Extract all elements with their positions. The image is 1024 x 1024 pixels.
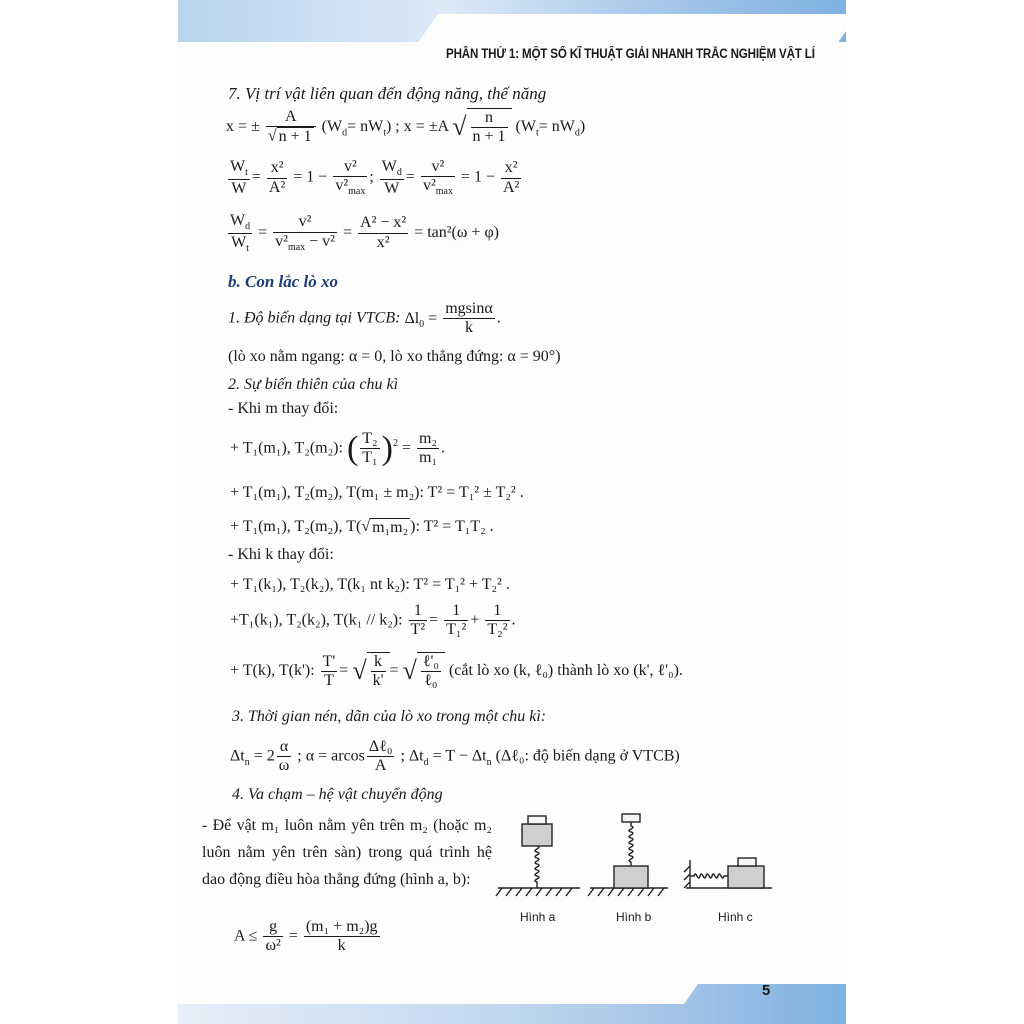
- figure-a-caption: Hình a: [520, 910, 556, 924]
- page-content: [178, 0, 846, 1024]
- formula-k-series: + T₁(k₁), T₂(k₂), T(k₁ nt k₂): T² = T₁² + T₂² .: [230, 576, 510, 593]
- item-1-deformation: 1. Độ biến dạng tại VTCB: $\Delta l_0$ = $\frac{mgsin\alpha}{k}$ .: [228, 300, 501, 337]
- figure-a-drawing: [496, 816, 580, 896]
- item-4-paragraph: - Để vật m₁ luôn nằm yên trên m₂ (hoặc m₂ luôn nằm yên trên sàn) trong quá trình hệ dao động điều hòa thẳng đứng (hình a, b):: [202, 817, 492, 888]
- section-7-title: 7. Vị trí vật liên quan đến động năng, thế năng: [228, 84, 547, 103]
- figure-c-caption: Hình c: [718, 910, 753, 924]
- running-header: PHẦN THỨ 1: MỘT SỐ KĨ THUẬT GIẢI NHANH TRẮC NGHIỆM VẬT LÍ: [446, 46, 815, 61]
- figure-b-drawing: [588, 814, 668, 896]
- item-4-title: 4. Va chạm – hệ vật chuyển động: [232, 786, 443, 803]
- item-1-note: (lò xo nằm ngang: α = 0, lò xo thẳng đứng: α = 90°): [228, 348, 561, 365]
- item-2-m-change: - Khi m thay đổi:: [228, 400, 339, 417]
- formula-tan: $\frac{W_d}{W_t}$ = v² $v^2_{max} - v^2$ = $\frac{\text{A² − x²}}{\text{x²}}$ = tan²(ω + φ): [230, 212, 499, 254]
- formula-m-sum: + T₁(m₁), T₂(m₂), T(m₁ ± m₂): T² = T₁² ± T₂² .: [230, 484, 524, 501]
- formula-position-energy: x = ± $\frac{A}{√ n + 1}$ $(W_d= nW_t)$ ; x = ±A √ $\frac{n}{n + 1}$ $(W_t= nW_d)$: [226, 108, 586, 146]
- formula-m-ratio: + T₁(m₁), T₂(m₂): ( $\frac{\text{T₂}}{\text{T₁}}$ )$^2$ = $\frac{\text{m₂}}{\text{m₁}}$ .: [230, 429, 446, 467]
- section-b-title: b. Con lắc lò xo: [228, 272, 339, 291]
- formula-compression-time: $\Delta t_n = 2$ $\frac{\alpha}{\omega}$ ; α = arcos Δℓ₀ A ; $\Delta t_d = T - \Delta t_n$ (Δℓ₀: độ biến dạng ở VTCB): [230, 738, 680, 775]
- book-page: [178, 0, 846, 1024]
- figure-c-drawing: [684, 858, 772, 888]
- figure-b-caption: Hình b: [616, 910, 652, 924]
- formula-m-product: + T₁(m₁), T₂(m₂), T(√ m₁m₂ ): T² = T₁T₂ .: [230, 518, 494, 536]
- page-number: 5: [762, 982, 771, 999]
- formula-energy-ratio: $\frac{W_t}{W}$ = $\frac{\text{x²}}{\text{A²}}$ = 1 − v² $v^2_{max}$ ; $\frac{W_d}{W}$ = v² $v^2_{max}$ = 1 − $\frac{\text{x²}}{\text{A²}}$: [230, 158, 520, 198]
- item-3-title: 3. Thời gian nén, dãn của lò xo trong một chu kì:: [232, 708, 547, 725]
- spring-figures: [490, 808, 790, 900]
- item-2-title: 2. Sự biến thiên của chu kì: [228, 376, 399, 393]
- item-2-k-change: - Khi k thay đổi:: [228, 546, 334, 563]
- formula-amplitude-limit: A ≤ $\frac{g}{\text{ω²}}$ = $\frac{\text{(m₁ + m₂)g}}{k}$: [234, 918, 378, 955]
- formula-k-parallel: +T₁(k₁), T₂(k₂), T(k₁ // k₂): $\frac{1}{\text{T²}}$ = $\frac{1}{\text{T₁²}}$ + $\frac{1}{\text{T₂²}}$ .: [230, 602, 516, 639]
- formula-spring-cut: + T(k), T(k'): $\frac{T'}{T}$ = √ $\frac{k}{k'}$ = √ ℓ'₀ ℓ₀ (cắt lò xo (k, ℓ₀) thành lò xo (k', ℓ'₀).: [230, 652, 683, 690]
